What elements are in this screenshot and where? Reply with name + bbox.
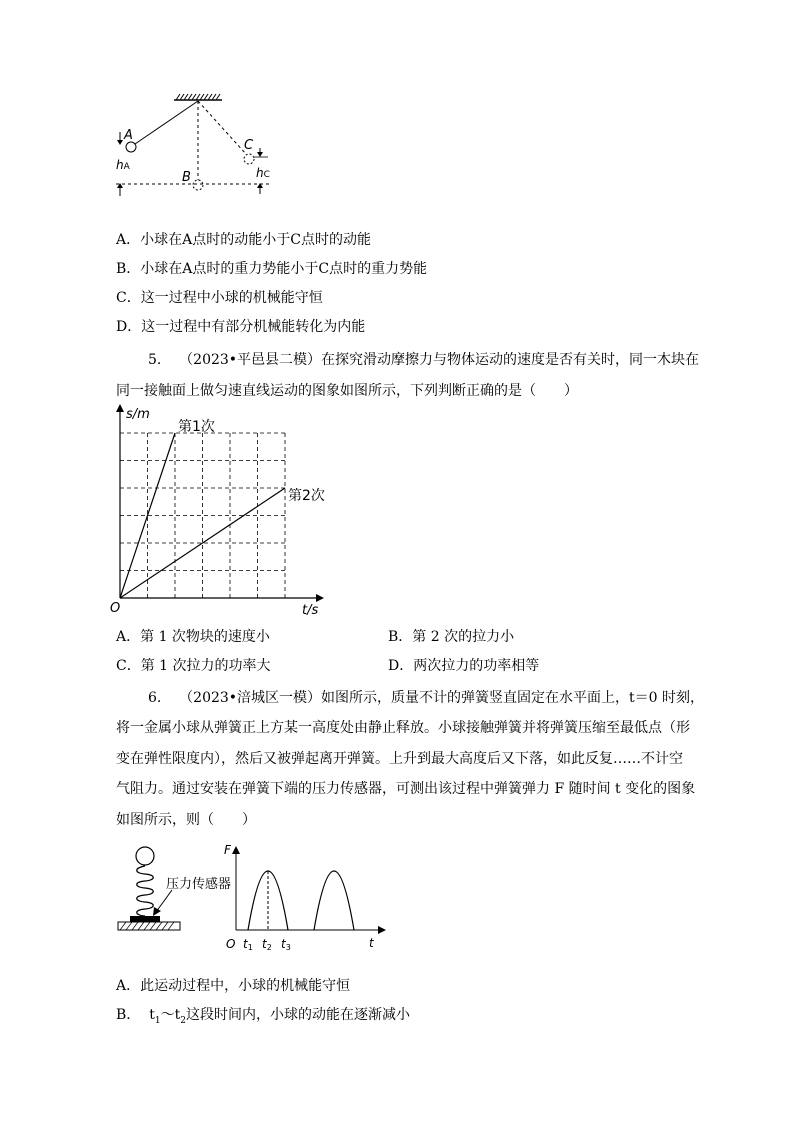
q5-option-d: D．两次拉力的功率相等 bbox=[388, 658, 540, 674]
sensor-label: 压力传感器 bbox=[166, 877, 232, 892]
q4-option-b: B．小球在A点时的重力势能小于C点时的重力势能 bbox=[116, 261, 428, 277]
q4-option-d: D．这一过程中有部分机械能转化为内能 bbox=[116, 319, 366, 335]
label-a: A bbox=[124, 128, 133, 143]
svg-text:hA bbox=[116, 158, 131, 172]
x-axis-arrow bbox=[316, 594, 324, 602]
q5-stem-line-2: 同一接触面上做匀速直线运动的图象如图所示，下列判断正确的是（ ） bbox=[116, 383, 578, 399]
q5-option-a: A．第 1 次物块的速度小 bbox=[116, 629, 270, 645]
series-label-2: 第2次 bbox=[288, 488, 325, 504]
origin-label: O bbox=[110, 601, 121, 616]
q4-option-a: A．小球在A点时的动能小于C点时的动能 bbox=[116, 232, 371, 248]
series-label-1: 第1次 bbox=[178, 419, 215, 435]
q6-stem-line-1: 6. （2023•涪城区一模）如图所示，质量不计的弹簧竖直固定在水平面上，t＝0 时刻， bbox=[148, 690, 705, 706]
t3-label: t bbox=[281, 937, 286, 951]
q5-stem-line-1: 5. （2023•平邑县二模）在探究滑动摩擦力与物体运动的速度是否有关时，同一木块在 bbox=[148, 352, 700, 368]
y-axis-arrow bbox=[116, 404, 124, 412]
q6-stem-line-4: 气阻力。通过安装在弹簧下端的压力传感器，可测出该过程中弹簧弹力 F 随时间 t 变化的图象 bbox=[116, 781, 696, 797]
t1-label: t bbox=[243, 937, 248, 951]
label-b: B bbox=[182, 170, 191, 185]
st-chart bbox=[108, 404, 338, 618]
label-ha-sub: A bbox=[123, 162, 130, 172]
label-hc-sub: C bbox=[263, 170, 270, 180]
t2-label: t bbox=[262, 937, 267, 951]
pendulum-figure bbox=[110, 92, 280, 200]
q6-option-a: A．此运动过程中，小球的机械能守恒 bbox=[116, 978, 351, 994]
x-axis-label: t/s bbox=[302, 603, 319, 618]
y-axis-label: s/m bbox=[126, 407, 150, 422]
q5-number: 5. bbox=[148, 352, 162, 368]
svg-text:hC bbox=[256, 166, 270, 180]
q6-stem-line-2: 将一金属小球从弹簧正上方某一高度处由静止释放。小球接触弹簧并将弹簧压缩至最低点（形 bbox=[116, 720, 690, 736]
origin-label-2: O bbox=[226, 937, 236, 951]
svg-text:t1: t1 bbox=[243, 937, 253, 952]
q5-option-b: B．第 2 次的拉力小 bbox=[388, 629, 515, 645]
t-axis-label: t bbox=[369, 936, 374, 950]
q6-option-b: B． $t_1\sim t_2$这段时间内，小球的动能在逐渐减小 bbox=[116, 1007, 410, 1026]
q6-number: 6. bbox=[148, 690, 162, 706]
svg-text:t3: t3 bbox=[281, 937, 291, 952]
q6-stem-line-3: 变在弹性限度内），然后又被弹起离开弹簧。上升到最大高度后又下落，如此反复……不计空 bbox=[116, 751, 683, 767]
spring-sensor-figure bbox=[112, 840, 402, 952]
f-axis-label: F bbox=[224, 843, 231, 857]
q5-option-c: C．第 1 次拉力的功率大 bbox=[116, 658, 271, 674]
label-hc: h bbox=[256, 166, 264, 180]
q6-stem-line-5: 如图所示，则（ ） bbox=[116, 812, 256, 828]
label-ha: h bbox=[116, 158, 124, 172]
label-c: C bbox=[244, 138, 254, 153]
q4-option-c: C．这一过程中小球的机械能守恒 bbox=[116, 290, 323, 306]
svg-text:t2: t2 bbox=[262, 937, 272, 952]
